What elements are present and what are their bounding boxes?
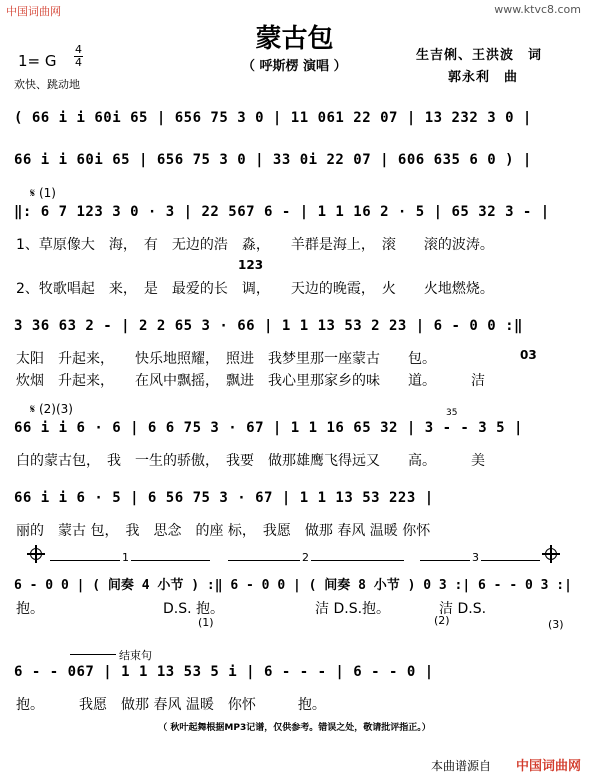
segno-marker-1: 𝄋 (1) xyxy=(30,186,56,200)
volta-3: 3 xyxy=(472,551,479,564)
score-row-7: 6 - 0 0 | ( 间奏 4 小节 ) :‖ 6 - 0 0 | ( 间奏 8 小节 ) 0 3 :| 6 - - 0 3 :| xyxy=(14,578,572,593)
segno-marker-23: 𝄋 (2)(3) xyxy=(30,402,73,416)
score-row-4: 3 36 63 2 - | 2 2 65 3 · 66 | 1 1 13 53 2 23 | 6 - 0 0 :‖ xyxy=(14,318,523,334)
site-logo-bottom: 中国词曲网 xyxy=(515,759,581,774)
lyricist: 生吉俐、王洪波 词 xyxy=(416,48,543,63)
score-row-5: 66 i i 6 · 6 | 6 6 75 3 · 67 | 1 1 16 65 32 | 3 - - 3 5 | xyxy=(14,420,523,436)
tempo-marking: 欢快、跳动地 xyxy=(14,78,80,91)
alt-notes: 123 xyxy=(238,258,264,272)
lyric-line-6: 丽的 蒙古 包， 我 思念 的座 标， 我愿 做那 春风 温暖 你怀 xyxy=(16,523,431,539)
lyric-line-8: 抱。 我愿 做那 春风 温暖 你怀 抱。 xyxy=(16,697,326,713)
grace-note: 35 xyxy=(446,408,458,418)
lyric-line-3: 太阳 升起来， 快乐地照耀， 照进 我梦里那一座蒙古 包。 xyxy=(16,351,436,367)
singer: （ 呼斯楞 演唱 ） xyxy=(242,59,347,74)
coda-sign-left xyxy=(30,548,42,560)
key-signature: 1= G xyxy=(18,52,57,70)
time-top: 4 xyxy=(75,43,82,56)
composer: 郭永利 曲 xyxy=(448,70,519,85)
lyric-line-7: 抱。 D.S. 抱。 洁 D.S.抱。 洁 D.S. xyxy=(16,601,487,617)
lyric-line-1: 1、草原像大 海， 有 无边的浩 淼， 羊群是海上， 滚 滚的波涛。 xyxy=(16,237,494,253)
pickup-notes: 03 xyxy=(520,348,537,362)
time-bottom: 4 xyxy=(75,56,82,69)
score-row-6: 66 i i 6 · 5 | 6 56 75 3 · 67 | 1 1 13 53 223 | xyxy=(14,490,434,506)
volta-1: 1 xyxy=(122,551,129,564)
volta-2: 2 xyxy=(302,551,309,564)
lyric-line-4: 炊烟 升起来， 在风中飘摇， 飘进 我心里那家乡的味 道。 洁 xyxy=(16,373,485,389)
volta-label-2: (2) xyxy=(434,614,450,627)
ending-label: 结束句 xyxy=(116,647,155,663)
source-label: 本曲谱源自 xyxy=(430,759,491,773)
site-logo-top: 中国词曲网 xyxy=(6,5,61,18)
time-signature xyxy=(74,44,83,68)
site-url: www.ktvc8.com xyxy=(494,3,581,16)
transcriber-note: （ 秋叶起舞根据MP3记谱，仅供参考。错误之处，敬请批评指正。） xyxy=(158,723,431,733)
score-row-1: ( 66 i i 60i 65 | 656 75 3 0 | 11 061 22 07 | 13 232 3 0 | xyxy=(14,110,532,126)
score-row-8: 6 - - 067 | 1 1 13 53 5 i | 6 - - - | 6 - - 0 | xyxy=(14,664,434,680)
score-row-2: 66 i i 60i 65 | 656 75 3 0 | 33 0i 22 07 | 606 635 6 0 ) | xyxy=(14,152,532,168)
lyric-line-2: 2、牧歌唱起 来， 是 最爱的长 调， 天边的晚霞， 火 火地燃烧。 xyxy=(16,281,494,297)
score-row-3: ‖: 6 7 123 3 0 · 3 | 22 567 6 - | 1 1 16 2 · 5 | 65 32 3 - | xyxy=(14,204,550,220)
volta-label-3: (3) xyxy=(548,618,564,631)
volta-label-1: (1) xyxy=(198,616,214,629)
coda-sign-right xyxy=(545,548,557,560)
lyric-line-5: 白的蒙古包， 我 一生的骄傲， 我要 做那雄鹰飞得远又 高。 美 xyxy=(16,453,485,469)
song-title: 蒙古包 xyxy=(255,24,334,54)
